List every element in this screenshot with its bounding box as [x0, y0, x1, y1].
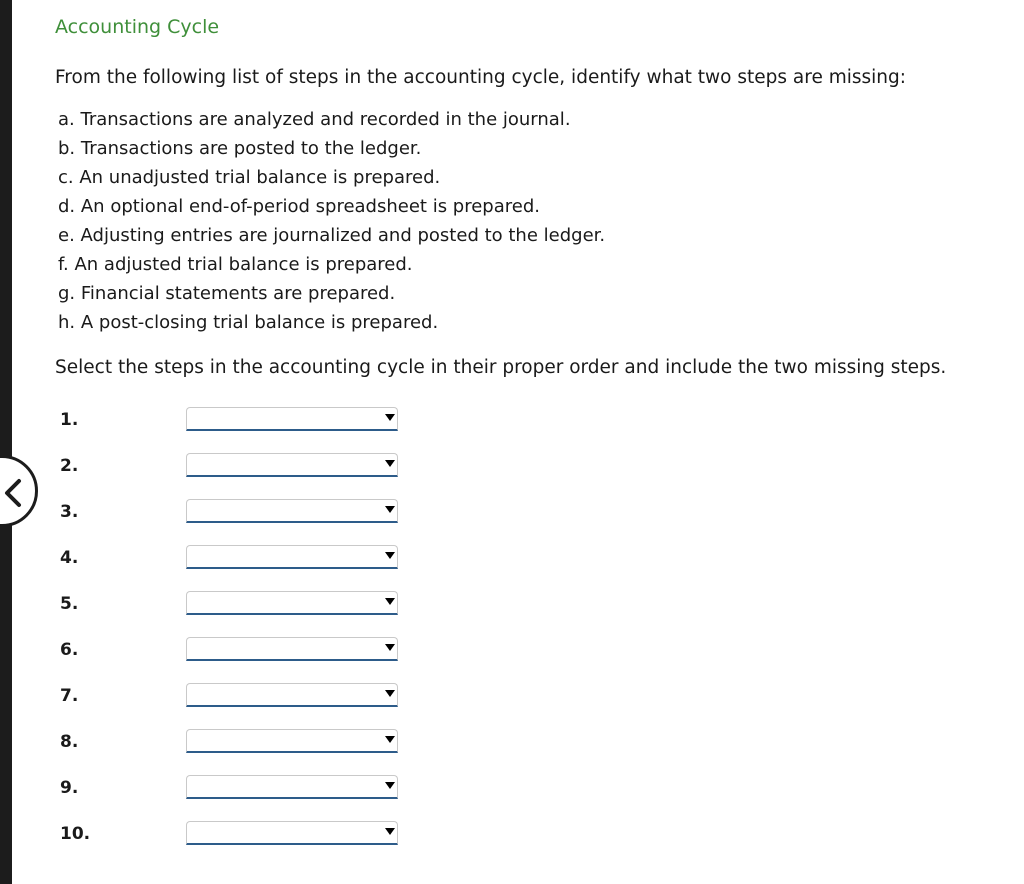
triangle-down-icon: [385, 506, 395, 513]
step-item: d. An optional end-of-period spreadsheet is prepared.: [58, 196, 540, 217]
step-item: e. Adjusting entries are journalized and posted to the ledger.: [58, 225, 606, 246]
answer-row-2: [60, 456, 420, 486]
answer-select-3[interactable]: [186, 499, 398, 523]
answer-select-8[interactable]: [186, 729, 398, 753]
answer-row-1: [60, 410, 420, 440]
answer-row-6: [60, 640, 420, 670]
answer-row-8: [60, 732, 420, 762]
answer-row-4: [60, 548, 420, 578]
triangle-down-icon: [385, 460, 395, 467]
step-item: a. Transactions are analyzed and recorded in the journal.: [58, 109, 571, 130]
instruction-text: Select the steps in the accounting cycle in their proper order and include the two missing steps.: [55, 357, 947, 378]
answer-number: 4.: [60, 548, 79, 568]
step-item: c. An unadjusted trial balance is prepared.: [58, 167, 441, 188]
answer-row-10: [60, 824, 420, 854]
answer-number: 7.: [60, 686, 79, 706]
answer-select-6[interactable]: [186, 637, 398, 661]
answer-number: 9.: [60, 778, 79, 798]
step-item: g. Financial statements are prepared.: [58, 283, 396, 304]
steps-list: [58, 108, 605, 340]
answer-row-5: [60, 594, 420, 624]
answer-number: 5.: [60, 594, 79, 614]
triangle-down-icon: [385, 414, 395, 421]
answer-number: 1.: [60, 410, 79, 430]
page-title: Accounting Cycle: [55, 16, 220, 38]
triangle-down-icon: [385, 736, 395, 743]
chevron-left-icon: [3, 478, 23, 508]
answer-number: 3.: [60, 502, 79, 522]
question-prompt: From the following list of steps in the accounting cycle, identify what two steps are missing:: [55, 67, 906, 88]
step-item: h. A post-closing trial balance is prepared.: [58, 312, 439, 333]
answer-select-5[interactable]: [186, 591, 398, 615]
left-sidebar-bar: [0, 0, 12, 884]
step-item: f. An adjusted trial balance is prepared.: [58, 254, 413, 275]
triangle-down-icon: [385, 828, 395, 835]
triangle-down-icon: [385, 782, 395, 789]
answer-select-10[interactable]: [186, 821, 398, 845]
answer-select-4[interactable]: [186, 545, 398, 569]
triangle-down-icon: [385, 690, 395, 697]
answer-number: 2.: [60, 456, 79, 476]
answer-select-2[interactable]: [186, 453, 398, 477]
back-button[interactable]: [0, 455, 38, 527]
answer-row-7: [60, 686, 420, 716]
answer-row-9: [60, 778, 420, 808]
answer-select-1[interactable]: [186, 407, 398, 431]
triangle-down-icon: [385, 598, 395, 605]
answer-row-3: [60, 502, 420, 532]
answer-number: 8.: [60, 732, 79, 752]
triangle-down-icon: [385, 552, 395, 559]
answer-select-7[interactable]: [186, 683, 398, 707]
answer-number: 10.: [60, 824, 91, 844]
answer-select-9[interactable]: [186, 775, 398, 799]
step-item: b. Transactions are posted to the ledger.: [58, 138, 422, 159]
triangle-down-icon: [385, 644, 395, 651]
answer-number: 6.: [60, 640, 79, 660]
